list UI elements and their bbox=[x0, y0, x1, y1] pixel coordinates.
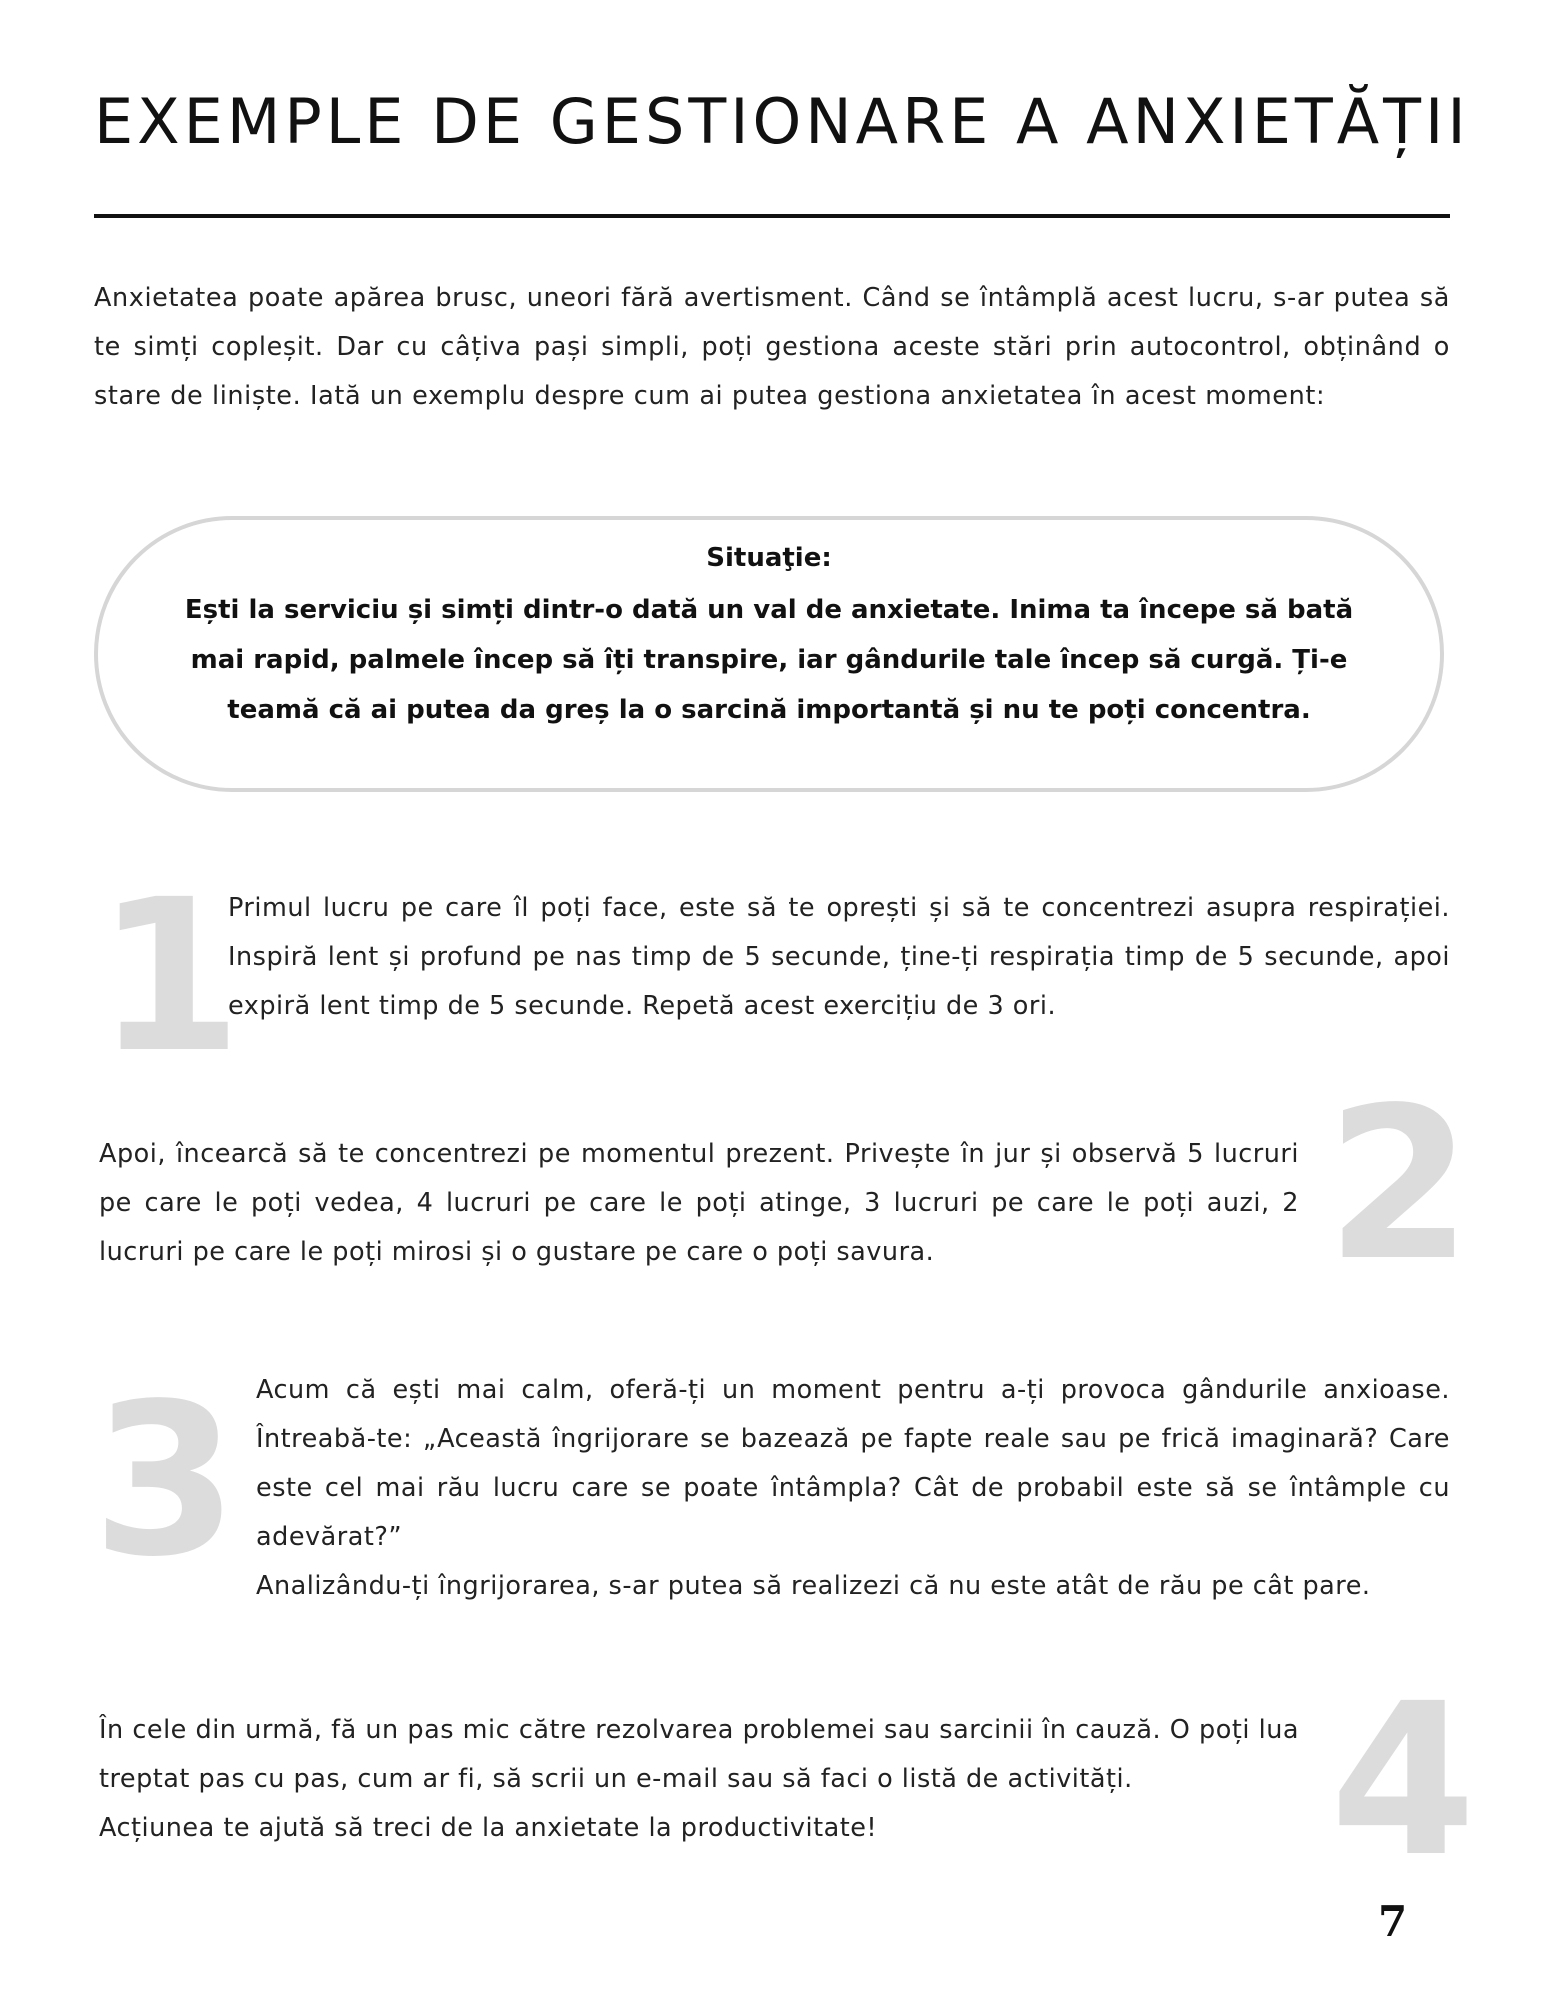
step-1-paragraph: Primul lucru pe care îl poți face, este să te oprești și să te concentrezi asupra respirației. Inspiră lent și profund pe nas timp de 5 secunde, ține-ți respirația timp de 5 secunde, apoi expiră lent timp de 5 secunde. Repetă acest exercițiu de 3 ori. bbox=[228, 893, 1450, 1021]
step-1-number: 1 bbox=[96, 854, 243, 1099]
intro-paragraph: Anxietatea poate apărea brusc, uneori fără avertisment. Când se întâmplă acest lucru, s-ar putea să te simți copleșit. Dar cu câțiva pași simpli, poți gestiona aceste stări prin autocontrol, obținând o stare de liniște. Iată un exemplu despre cum ai putea gestiona anxietatea în acest moment: bbox=[94, 283, 1450, 411]
step-3-paragraph: Acum că ești mai calm, oferă-ți un moment pentru a-ți provoca gândurile anxioase. Întreabă-te: „Această îngrijorare se bazează pe fapte reale sau pe frică imaginară? Care este cel mai rău lucru care se poate întâmpla? Cât de probabil este să se întâmple cu adevărat?” bbox=[256, 1375, 1450, 1552]
step-2-text bbox=[99, 1130, 1299, 1277]
page-title: EXEMPLE DE GESTIONARE A ANXIETĂȚII bbox=[94, 85, 1470, 158]
step-4-paragraph-2: Acțiunea te ajută să treci de la anxietate la productivitate! bbox=[99, 1813, 878, 1843]
page-number: 7 bbox=[1378, 1897, 1408, 1946]
situation-box bbox=[94, 516, 1444, 792]
step-3-text bbox=[256, 1366, 1450, 1611]
step-4-text bbox=[99, 1706, 1299, 1853]
step-3-paragraph-2: Analizându-ți îngrijorarea, s-ar putea să realizezi că nu este atât de rău pe cât pare. bbox=[256, 1571, 1371, 1601]
step-2-number: 2 bbox=[1326, 1062, 1473, 1307]
situation-text: Ești la serviciu și simți dintr-o dată un val de anxietate. Inima ta începe să bată mai rapid, palmele încep să îți transpire, iar gândurile tale încep să curgă. Ți-e teamă că ai putea da greș la o sarcină importantă și nu te poți concentra. bbox=[184, 595, 1354, 725]
title-divider bbox=[94, 214, 1450, 218]
step-4-number: 4 bbox=[1330, 1658, 1477, 1903]
step-3-number: 3 bbox=[92, 1358, 239, 1603]
step-2-paragraph: Apoi, încearcă să te concentrezi pe momentul prezent. Privește în jur și observă 5 lucruri pe care le poți vedea, 4 lucruri pe care le poți atinge, 3 lucruri pe care le poți auzi, 2 lucruri pe care le poți mirosi și o gustare pe care o poți savura. bbox=[99, 1139, 1299, 1267]
step-1-text bbox=[228, 884, 1450, 1031]
situation-label: Situaţie: bbox=[706, 543, 832, 573]
step-4-paragraph: În cele din urmă, fă un pas mic către rezolvarea problemei sau sarcinii în cauză. O poți lua treptat pas cu pas, cum ar fi, să scrii un e-mail sau să faci o listă de activități. bbox=[99, 1715, 1299, 1794]
